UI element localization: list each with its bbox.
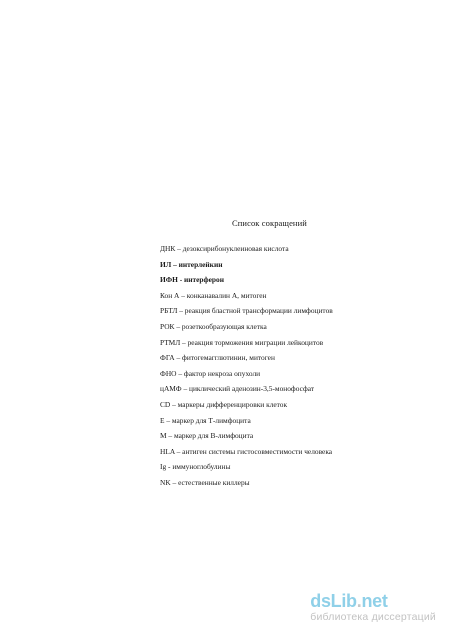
watermark-subtitle: библиотека диссертаций	[310, 611, 436, 623]
watermark-brand	[310, 592, 436, 610]
abbreviation-item: Кон А – конканавалин А, митоген	[160, 290, 267, 300]
abbreviation-item: Ig - иммуноглобулины	[160, 462, 231, 472]
watermark-brand-tld: net	[361, 591, 388, 611]
abbreviation-item: CD – маркеры дифференцировки клеток	[160, 399, 288, 409]
watermark	[310, 592, 436, 624]
abbreviation-item: М – маркер для В-лимфоцита	[160, 431, 254, 441]
abbreviation-item: NK – естественные киллеры	[160, 477, 250, 487]
abbreviation-item: ДНК – дезоксирибонуклеиновая кислота	[160, 244, 289, 253]
abbreviation-item: Е – маркер для Т-лимфоцита	[160, 415, 251, 425]
abbreviation-item: РТМЛ – реакция торможения миграции лейкоцитов	[160, 337, 324, 347]
abbreviation-item: HLA – антиген системы гистосовместимости человека	[160, 446, 333, 456]
abbreviation-item: цАМФ – циклический аденозин-3,5-монофосфат	[160, 384, 315, 394]
abbreviation-item: РБТЛ – реакция бластной трансформации лимфоцитов	[160, 306, 333, 316]
document-title: Список сокращений	[232, 218, 307, 228]
abbreviation-item: ИЛ – интерлейкин	[160, 259, 223, 269]
watermark-brand-dot: .	[356, 591, 362, 611]
abbreviation-item: РОК – розеткообразующая клетка	[160, 321, 267, 331]
abbreviation-item: ФНО – фактор некроза опухоли	[160, 368, 261, 378]
watermark-brand-main: dsLib	[310, 591, 357, 611]
abbreviation-item: ИФН - интерферон	[160, 275, 224, 285]
abbreviation-list	[160, 244, 333, 494]
abbreviation-item: ФГА – фитогемагглютинин, митоген	[160, 353, 275, 363]
